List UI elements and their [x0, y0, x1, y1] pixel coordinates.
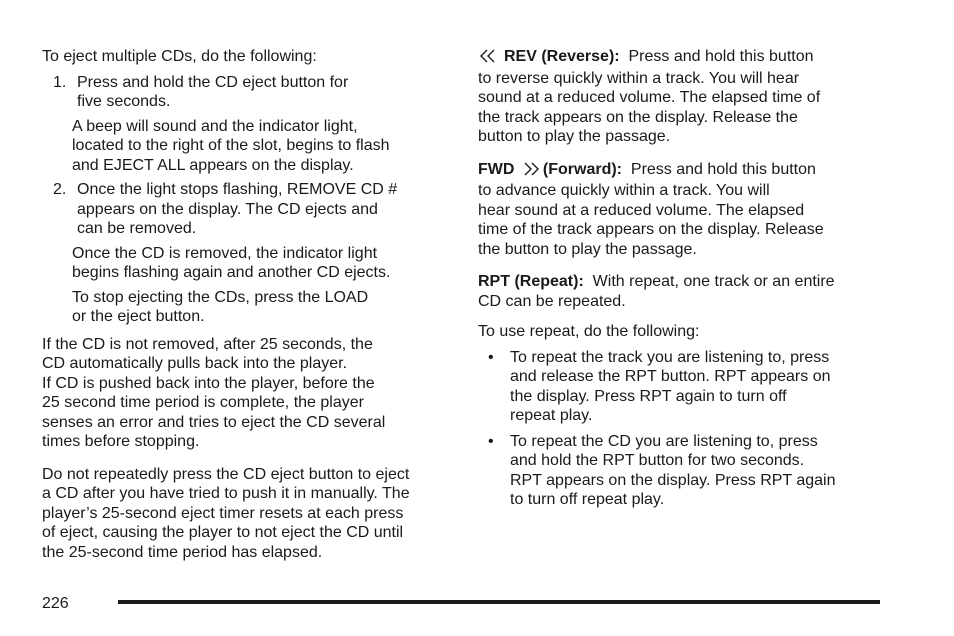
para-line: 25 second time period is complete, the player: [42, 394, 364, 411]
para-line: player’s 25-second eject timer resets at each press: [42, 504, 404, 522]
fwd-first-text: Press and hold this button: [630, 160, 816, 178]
para-line: button to play the passage.: [478, 128, 671, 145]
para-line: CD automatically pulls back into the player.: [42, 355, 348, 372]
step-note: [42, 244, 448, 283]
bullet-line: to turn off repeat play.: [510, 491, 665, 508]
footer-rule: [118, 600, 880, 604]
note-line: A beep will sound and the indicator light,: [72, 117, 358, 135]
note-line: located to the right of the slot, begins to flash: [72, 137, 390, 154]
note-line: or the eject button.: [72, 308, 205, 325]
step-note: [42, 117, 448, 176]
rev-first-line: [478, 47, 884, 69]
bullet-line: the display. Press RPT again to turn off: [510, 387, 787, 405]
rpt-first-text: With repeat, one track or an entire: [592, 273, 835, 290]
auto-retract-paragraph: [42, 335, 448, 452]
bullet-line: and release the RPT button. RPT appears on: [510, 368, 831, 385]
rev-label: REV (Reverse):: [504, 48, 620, 65]
repeat-bullets: [478, 348, 884, 510]
step-text-line: can be removed.: [77, 220, 197, 237]
step-text-line: five seconds.: [77, 93, 171, 110]
eject-intro: To eject multiple CDs, do the following:: [42, 48, 317, 65]
step-text-line: appears on the display. The CD ejects and: [77, 200, 378, 218]
para-line: to advance quickly within a track. You will: [478, 182, 770, 199]
rev-paragraph: [478, 47, 884, 147]
para-line: to reverse quickly within a track. You will hear: [478, 69, 800, 87]
rpt-label: RPT (Repeat):: [478, 273, 584, 290]
para-line: the button to play the passage.: [478, 240, 697, 258]
para-line: CD can be repeated.: [478, 292, 626, 310]
note-line: Once the CD is removed, the indicator light: [72, 244, 378, 262]
step-text-line: Press and hold the CD eject button for: [77, 73, 349, 91]
step-2: [42, 180, 448, 239]
para-line: sound at a reduced volume. The elapsed time of: [478, 89, 821, 106]
para-line: hear sound at a reduced volume. The elapsed: [478, 201, 805, 219]
fwd-first-line: [478, 160, 884, 182]
bullet-line: repeat play.: [510, 407, 593, 424]
step-number: 2.: [53, 181, 67, 198]
bullet-icon: •: [488, 348, 494, 366]
step-note: [42, 288, 448, 327]
rpt-paragraph: [478, 272, 884, 311]
note-line: begins flashing again and another CD ejects.: [72, 264, 391, 281]
repeat-intro: To use repeat, do the following:: [478, 323, 700, 340]
fwd-paragraph: [478, 160, 884, 260]
rewind-icon: [478, 49, 498, 69]
list-item: [478, 348, 884, 426]
bullet-icon: •: [488, 432, 494, 450]
step-1: [42, 73, 448, 112]
note-line: To stop ejecting the CDs, press the LOAD: [72, 288, 369, 306]
note-line: and EJECT ALL appears on the display.: [72, 156, 354, 174]
page-number: 226: [42, 595, 69, 612]
bullet-line: To repeat the CD you are listening to, press: [510, 432, 818, 450]
warning-paragraph: [42, 465, 448, 563]
para-line: time of the track appears on the display. Release: [478, 221, 824, 238]
fwd-label-pre: FWD: [478, 160, 515, 178]
eject-steps: [42, 73, 448, 327]
fast-forward-icon: [521, 162, 541, 182]
right-column: [478, 47, 884, 516]
para-line: If CD is pushed back into the player, before the: [42, 374, 375, 392]
left-column: [42, 47, 448, 562]
para-line: times before stopping.: [42, 433, 200, 450]
rpt-first-line: [478, 272, 884, 292]
para-line: senses an error and tries to eject the CD several: [42, 413, 386, 431]
step-number: 1.: [53, 73, 67, 91]
para-line: Do not repeatedly press the CD eject button to eject: [42, 465, 410, 483]
para-line: a CD after you have tried to push it in manually. The: [42, 485, 410, 502]
para-line: If the CD is not removed, after 25 seconds, the: [42, 335, 373, 353]
step-text-line: Once the light stops flashing, REMOVE CD #: [77, 181, 398, 198]
list-item: [478, 432, 884, 510]
bullet-line: and hold the RPT button for two seconds.: [510, 452, 805, 469]
para-line: the 25-second time period has elapsed.: [42, 543, 323, 561]
rev-first-text: Press and hold this button: [628, 48, 814, 65]
para-line: the track appears on the display. Release the: [478, 108, 798, 126]
bullet-line: RPT appears on the display. Press RPT again: [510, 471, 836, 489]
para-line: of eject, causing the player to not eject the CD until: [42, 524, 404, 541]
bullet-line: To repeat the track you are listening to, press: [510, 348, 830, 366]
fwd-label-post: (Forward):: [542, 160, 622, 178]
